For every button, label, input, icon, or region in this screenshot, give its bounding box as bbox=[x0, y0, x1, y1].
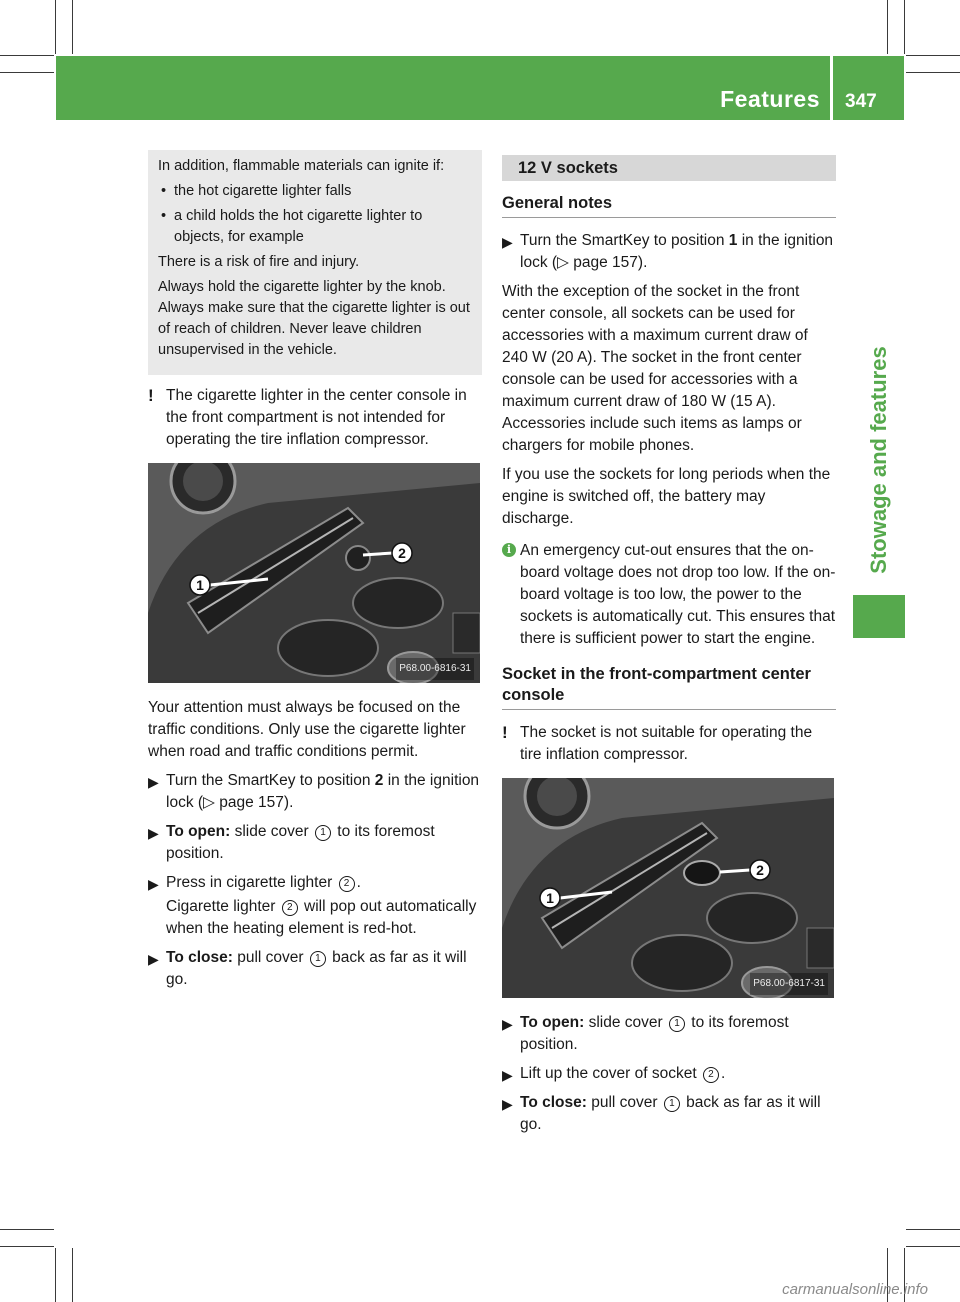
step-text: to its foremost position. bbox=[520, 1014, 789, 1053]
step-text: in the ignition lock (▷ page 157). bbox=[166, 772, 480, 811]
warning-advice: Always hold the cigarette lighter by the knob. Always make sure that the cigarette lighter is out of reach of children. Never leave children unsupervised in the vehicle. bbox=[158, 279, 470, 358]
step-text: Turn the SmartKey to position bbox=[166, 772, 375, 789]
battery-paragraph: If you use the sockets for long periods when the engine is switched off, the battery may discharge. bbox=[502, 466, 831, 527]
info-icon: i bbox=[502, 543, 516, 557]
sockets-paragraph: With the exception of the socket in the front center console, all sockets can be used for accessories with a maximum current draw of 240 W (20 A). The socket in the front center console can be used for accessories with a maximum current draw of 180 W (15 A). Accessories include such items as lamps or chargers for mobile phones. bbox=[502, 283, 808, 454]
figure-cigarette-lighter bbox=[148, 463, 480, 683]
note-text: The cigarette lighter in the center console in the front compartment is not intended for operating the tire inflation compressor. bbox=[166, 387, 467, 448]
callout-2: 2 bbox=[756, 862, 764, 878]
step-text: . bbox=[356, 874, 361, 891]
step-label: To close: bbox=[166, 949, 233, 966]
note-compressor bbox=[148, 385, 482, 451]
figure-12v-socket bbox=[502, 778, 834, 998]
warning-bullet: • a child holds the hot cigarette lighter to objects, for example bbox=[158, 206, 472, 248]
chapter-side-label: Stowage and features bbox=[866, 346, 891, 574]
crop-mark bbox=[0, 1229, 54, 1230]
crop-mark bbox=[906, 72, 960, 73]
step-arrow-icon: ▶ bbox=[502, 1067, 513, 1083]
callout-1: 1 bbox=[546, 890, 554, 906]
step-text: slide cover bbox=[584, 1014, 667, 1031]
step-open bbox=[148, 821, 482, 865]
step-smartkey bbox=[502, 230, 836, 274]
step-arrow-icon: ▶ bbox=[502, 1096, 513, 1112]
step-label: To close: bbox=[520, 1094, 587, 1111]
circled-number: 1 bbox=[664, 1096, 680, 1112]
step-text: back as far as it will go. bbox=[166, 949, 467, 988]
crop-mark bbox=[904, 0, 905, 54]
step-text: Cigarette lighter bbox=[166, 898, 280, 915]
step-label: To open: bbox=[166, 823, 231, 840]
circled-number: 2 bbox=[282, 900, 298, 916]
step-text: Lift up the cover of socket bbox=[520, 1065, 701, 1082]
step-arrow-icon: ▶ bbox=[148, 876, 159, 892]
step-text: Press in cigarette lighter bbox=[166, 874, 337, 891]
crop-mark bbox=[55, 1248, 56, 1302]
info-note bbox=[502, 540, 836, 650]
crop-mark bbox=[55, 0, 56, 54]
step-lift-cover bbox=[502, 1063, 836, 1085]
socket-photo-illustration bbox=[502, 778, 834, 998]
position-number: 2 bbox=[374, 772, 384, 789]
step-arrow-icon: ▶ bbox=[148, 951, 159, 967]
step-smartkey bbox=[148, 770, 482, 814]
callout-2: 2 bbox=[398, 545, 406, 561]
step-text: in the ignition lock (▷ page 157). bbox=[520, 232, 834, 271]
watermark-text: carmanualsonline.info bbox=[782, 1281, 928, 1298]
crop-mark bbox=[0, 55, 54, 56]
left-column bbox=[148, 150, 482, 998]
step-press-lighter bbox=[148, 872, 482, 940]
step-text: to its foremost position. bbox=[166, 823, 435, 862]
step-text: pull cover bbox=[586, 1094, 662, 1111]
crop-mark bbox=[906, 1246, 960, 1247]
warning-bullet: • the hot cigarette lighter falls bbox=[158, 181, 472, 202]
figure-code: P68.00-6816-31 bbox=[396, 658, 474, 680]
step-arrow-icon: ▶ bbox=[502, 1016, 513, 1032]
warning-risk: There is a risk of fire and injury. bbox=[158, 254, 360, 270]
crop-mark bbox=[906, 1229, 960, 1230]
exclamation-icon: ! bbox=[502, 723, 508, 742]
position-number: 1 bbox=[728, 232, 738, 249]
circled-number: 1 bbox=[315, 825, 331, 841]
step-arrow-icon: ▶ bbox=[148, 825, 159, 841]
step-text: will pop out automatically when the heating element is red-hot. bbox=[166, 898, 477, 937]
section-title: 12 V sockets bbox=[502, 155, 836, 181]
crop-mark bbox=[72, 0, 73, 54]
exclamation-icon: ! bbox=[148, 386, 154, 405]
figure-code: P68.00-6817-31 bbox=[750, 973, 828, 995]
circled-number: 1 bbox=[669, 1016, 685, 1032]
step-open bbox=[502, 1012, 836, 1056]
circled-number: 1 bbox=[310, 951, 326, 967]
console-photo-illustration bbox=[148, 463, 480, 683]
header-section-title: Features bbox=[720, 86, 820, 112]
crop-mark bbox=[0, 72, 54, 73]
step-label: To open: bbox=[520, 1014, 585, 1031]
step-arrow-icon: ▶ bbox=[502, 234, 513, 250]
step-close bbox=[502, 1092, 836, 1136]
step-result bbox=[166, 896, 482, 940]
step-text: pull cover bbox=[232, 949, 308, 966]
warning-box bbox=[148, 150, 482, 375]
right-column bbox=[502, 155, 836, 1143]
step-close bbox=[148, 947, 482, 991]
callout-1: 1 bbox=[196, 577, 204, 593]
note-socket-compressor bbox=[502, 722, 836, 766]
crop-mark bbox=[906, 55, 960, 56]
step-arrow-icon: ▶ bbox=[148, 774, 159, 790]
note-text: The socket is not suitable for operating the tire inflation compressor. bbox=[520, 724, 813, 763]
warning-intro: In addition, flammable materials can ignite if: bbox=[158, 158, 445, 174]
circled-number: 2 bbox=[703, 1067, 719, 1083]
chapter-tab bbox=[853, 595, 905, 638]
step-text: back as far as it will go. bbox=[520, 1094, 821, 1133]
subhead-general-notes: General notes bbox=[502, 193, 836, 218]
circled-number: 2 bbox=[339, 876, 355, 892]
crop-mark bbox=[0, 1246, 54, 1247]
step-text: . bbox=[720, 1065, 726, 1082]
page-number: 347 bbox=[845, 91, 877, 112]
step-text: slide cover bbox=[230, 823, 313, 840]
subhead-front-socket: Socket in the front-compartment center console bbox=[502, 664, 836, 710]
crop-mark bbox=[887, 0, 888, 54]
step-text: Turn the SmartKey to position bbox=[520, 232, 729, 249]
attention-paragraph: Your attention must always be focused on the traffic conditions. Only use the cigarette lighter when road and traffic conditions permit. bbox=[148, 699, 466, 760]
crop-mark bbox=[72, 1248, 73, 1302]
info-text: An emergency cut-out ensures that the on-board voltage does not drop too low. If the on-board voltage is too low, the power to the sockets is automatically cut. This ensures that there is sufficient power to start the engine. bbox=[520, 542, 836, 647]
header-divider bbox=[830, 56, 833, 120]
